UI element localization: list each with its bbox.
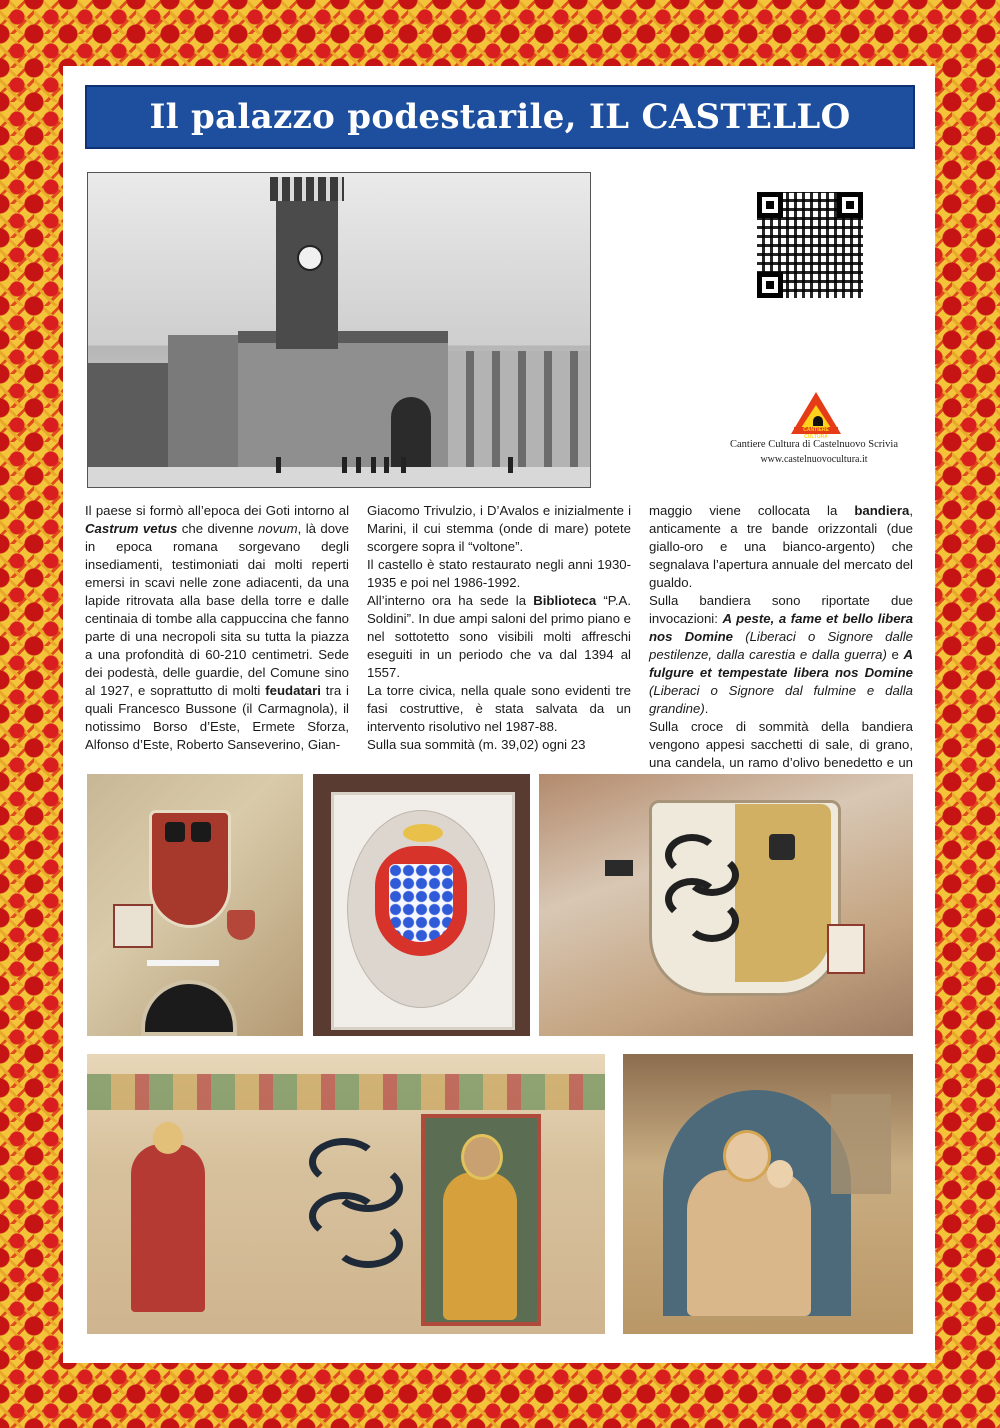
castle-shield xyxy=(827,924,865,974)
digger-figure-icon xyxy=(813,416,823,426)
photo-building-right xyxy=(448,351,591,467)
qr-code-icon[interactable] xyxy=(751,186,869,304)
text: che divenne xyxy=(177,521,259,536)
paragraph: Sulla croce di sommità della bandiera vengono appesi sacchetti di sale, di grano, una candela, un ramo d’olivo benedetto e un xyxy=(649,719,913,770)
text-emphasis: Castrum vetus xyxy=(85,521,178,536)
eagle-icon xyxy=(769,834,795,860)
text: Sulla bandiera sono riportate due invocazioni: xyxy=(649,593,913,626)
text-emphasis: A peste, a fame et bello libera nos Domine xyxy=(649,611,913,644)
gold-half-shield xyxy=(735,804,831,982)
text-emphasis: novum xyxy=(258,521,298,536)
photo-figure xyxy=(508,457,513,473)
poster-panel xyxy=(63,66,935,1363)
photo-archway xyxy=(391,397,431,467)
saint-robe xyxy=(443,1172,517,1320)
text: Il paese si formò all’epoca dei Goti intorno al xyxy=(85,503,349,518)
text: , là dove in epoca romana sorgevano degli insediamenti, testimoniati dai molti reperti emersi in scavi nelle zone adiacenti, da una lapide ritrovata alla base della torre e dalle centinaia di tombe alla cappuccina che fanno parte di una necropoli sita su tutta la piazza a una profondità di 60-210 centimetri. Sede dei podestà, delle guardie, del Comune sino al 1927, e soprattutto di molti xyxy=(85,521,349,698)
snake-icon xyxy=(685,900,739,942)
paragraph xyxy=(649,502,913,592)
text-emphasis: A fulgure et tempestate libera nos Domine xyxy=(649,647,913,680)
text-emphasis: feudatari xyxy=(265,683,321,698)
clock-icon xyxy=(297,245,323,271)
text: “P.A. Soldini”. In due ampi saloni del primo piano e nel sottotetto sono visibili molti affreschi eseguiti in un periodo che va dal 1394 al 1557. xyxy=(367,593,631,680)
photo-figure xyxy=(276,457,281,473)
fresco-photo-coat-of-arms xyxy=(87,774,303,1036)
text: , anticamente a tre bande orizzontali (due giallo-oro e una bianco-argento) che segnalava l’apertura annuale del mercato del gualdo. xyxy=(649,503,913,590)
snake-icon xyxy=(333,1220,403,1268)
qr-finder-icon xyxy=(837,192,863,218)
eagle-icon xyxy=(191,822,211,842)
eagle-icon xyxy=(605,860,633,876)
text-emphasis: Biblioteca xyxy=(533,593,597,608)
photo-figure xyxy=(342,457,347,473)
logo-badge: CANTIERE CULTURA xyxy=(794,427,838,434)
paragraph: Il castello è stato restaurato negli anni 1930-1935 e poi nel 1986-1992. xyxy=(367,557,631,590)
text: All’interno ora ha sede la xyxy=(367,593,534,608)
eagle-icon xyxy=(165,822,185,842)
wall-patch xyxy=(831,1094,891,1194)
photo-building-far-left xyxy=(88,363,168,467)
photo-figure xyxy=(371,457,376,473)
blue-dotted-shield xyxy=(389,864,453,942)
photo-square xyxy=(88,467,590,488)
crest-top xyxy=(403,824,443,842)
paragraph: Giacomo Trivulzio, i D’Avalos e inizialmente i Marini, il cui stemma (onde di mare) potete scorgere sopra il “voltone”. xyxy=(367,503,631,554)
qr-finder-icon xyxy=(757,272,783,298)
sign-plate xyxy=(147,960,219,966)
coat-of-arms-shield xyxy=(149,810,231,928)
text-emphasis: (Liberaci o Signore dalle pestilenze, dalla carestia e dalla guerra) xyxy=(649,629,913,662)
small-shield xyxy=(227,910,255,940)
bishop-figure xyxy=(131,1144,205,1312)
text-column-2 xyxy=(367,502,631,754)
doorway-arch xyxy=(141,980,237,1036)
text: . xyxy=(704,701,709,716)
paragraph: Sulla sua sommità (m. 39,02) ogni 23 xyxy=(367,737,586,752)
photo-tower-battlements xyxy=(270,177,344,201)
text-emphasis: bandiera xyxy=(854,503,910,518)
madonna-halo xyxy=(723,1130,771,1182)
madonna-robe xyxy=(687,1170,811,1316)
paragraph xyxy=(367,592,631,682)
text: e xyxy=(886,647,904,662)
fresco-photo-saints xyxy=(87,1054,605,1334)
page-title: Il palazzo podestarile, IL CASTELLO xyxy=(149,97,851,137)
text: tra i quali Francesco Bussone (il Carmagnola), il notissimo Borso d’Este, Ermete Sforza, Alfonso d’Este, Roberto Sanseverino, Gian- xyxy=(85,683,349,752)
text-column-3 xyxy=(649,502,913,790)
title-banner xyxy=(85,85,915,149)
photo-figure xyxy=(401,457,406,473)
paragraph xyxy=(85,502,349,754)
photo-heraldic-shield xyxy=(313,774,530,1036)
qr-finder-icon xyxy=(757,192,783,218)
logo-url: www.castelnuovocultura.it xyxy=(760,454,868,465)
decorative-frieze xyxy=(87,1074,605,1110)
paragraph xyxy=(649,592,913,718)
fresco-photo-madonna xyxy=(623,1054,913,1334)
photo-figure xyxy=(384,457,389,473)
bishop-mitre xyxy=(153,1122,183,1154)
paragraph: La torre civica, nella quale sono evidenti tre fasi costruttive, è stata salvata da un intervento risolutivo nel 1987-88. xyxy=(367,683,631,734)
text-emphasis: (Liberaci o Signore dal fulmine e dalla grandine) xyxy=(649,683,913,716)
saint-halo xyxy=(461,1134,503,1180)
logo-name: Cantiere Cultura di Castelnuovo Scrivia xyxy=(730,439,898,450)
photo-figure xyxy=(356,457,361,473)
castle-historic-photo xyxy=(87,172,591,488)
fresco-photo-visconti-biscione xyxy=(539,774,913,1036)
text: maggio viene collocata la xyxy=(649,503,855,518)
text-column-1 xyxy=(85,502,349,754)
small-shield xyxy=(113,904,153,948)
child-figure xyxy=(767,1160,793,1188)
